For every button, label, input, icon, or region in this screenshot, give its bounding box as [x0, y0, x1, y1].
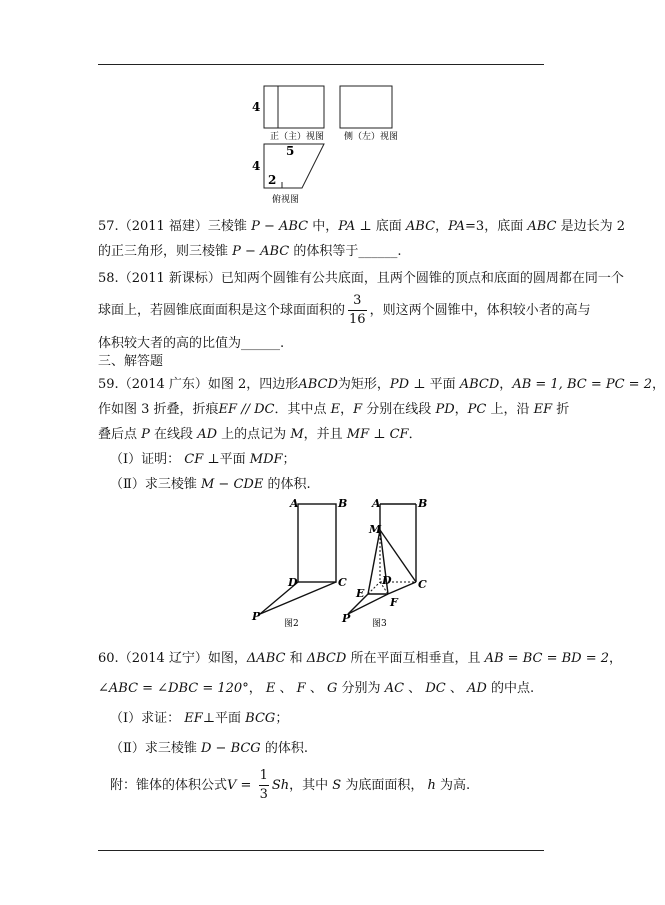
- question-58: [98, 266, 624, 356]
- front-view-label: 正（主）视图: [270, 132, 325, 142]
- figure-2: [260, 504, 336, 614]
- q60-sub-2: （Ⅱ）求三棱锥 D − BCG 的体积.: [110, 741, 308, 756]
- q60-note: 附：锥体的体积公式V = $\frac{1}{3}$ Sh，其中 S 为底面面积， h 为高.: [110, 768, 471, 802]
- q58-answer-blank: ______.: [241, 336, 285, 351]
- q57-answer-blank: ______.: [358, 244, 402, 259]
- fig2-label-P: P: [252, 610, 261, 623]
- front-view: [264, 86, 324, 128]
- fraction-3-16: $\frac{3}{16}$: [349, 293, 366, 327]
- top-dim-4: 4: [252, 159, 261, 173]
- fig3-label-M: M: [369, 523, 382, 536]
- q59-line-3: 叠后点 P 在线段 AD 上的点记为 M，并且 MF ⊥ CF．: [98, 427, 422, 442]
- fraction-1-3: $\frac{1}{3}$: [259, 768, 268, 802]
- fig2-label-D: D: [288, 576, 298, 589]
- question-60: [98, 644, 623, 808]
- q59-sub-1: （Ⅰ）证明： CF ⊥平面 MDF；: [110, 452, 296, 467]
- side-view: [340, 86, 392, 128]
- q58-line-1: 58.（2011 新课标）已知两个圆锥有公共底面，且两个圆锥的顶点和底面的圆周都在同一个: [98, 271, 624, 286]
- top-dim-5: 5: [286, 144, 295, 158]
- fig3-caption: 图3: [372, 619, 387, 629]
- bottom-rule: [98, 850, 544, 851]
- fig3-label-A: A: [372, 497, 381, 510]
- q57-line-1: 57.（2011 福建）三棱锥 P − ABC 中，PA ⊥ 底面 ABC，PA=3，底面 ABC 是边长为 2: [98, 219, 626, 234]
- front-dim-4: 4: [252, 100, 261, 114]
- fig2-label-B: B: [338, 497, 348, 510]
- figures-2-3: [248, 494, 438, 634]
- fig3-label-C: C: [418, 578, 427, 591]
- top-dim-2: 2: [268, 173, 277, 187]
- fig3-label-E: E: [356, 587, 365, 600]
- q60-line-2: ∠ABC = ∠DBC = 120°， E 、 F 、 G 分别为 AC 、 DC 、 AD 的中点.: [98, 681, 535, 696]
- q59-line-1: 59.（2014 广东）如图 2，四边形ABCD为矩形，PD ⊥ 平面 ABCD，AB = 1, BC = PC = 2，: [98, 377, 665, 392]
- question-57: [98, 214, 626, 264]
- q58-line-2: 球面上，若圆锥底面面积是这个球面面积的 $\frac{3}{16}$ ，则这两个圆锥中，体积较小者的高与: [98, 293, 591, 327]
- q58-line-3: 体积较大者的高的比值为______.: [98, 336, 285, 351]
- fig2-label-C: C: [338, 576, 347, 589]
- fig2-caption: 图2: [284, 619, 299, 629]
- q59-line-2: 作如图 3 折叠，折痕EF // DC．其中点 E，F 分别在线段 PD，PC 上，沿 EF 折: [98, 402, 570, 417]
- q60-line-1: 60.（2014 辽宁）如图，ΔABC 和 ΔBCD 所在平面互相垂直，且 AB = BC = BD = 2，: [98, 651, 623, 666]
- q59-sub-2: （Ⅱ）求三棱锥 M − CDE 的体积.: [110, 477, 311, 492]
- section-title: 三、解答题: [98, 354, 164, 369]
- fig2-label-A: A: [290, 497, 299, 510]
- three-view-figure: [240, 76, 410, 206]
- side-view-label: 侧（左）视图: [344, 132, 399, 142]
- fig3-label-F: F: [390, 596, 398, 609]
- top-view-label: 俯视图: [272, 195, 300, 205]
- question-59: [98, 372, 665, 497]
- fig3-label-B: B: [418, 497, 428, 510]
- fig3-label-D: D: [382, 574, 392, 587]
- q60-sub-1: （Ⅰ）求证： EF⊥平面 BCG；: [110, 711, 289, 726]
- fig3-label-P: P: [342, 612, 351, 625]
- top-rule: [98, 64, 544, 65]
- q57-line-2: 的正三角形，则三棱锥 P − ABC 的体积等于______.: [98, 244, 402, 259]
